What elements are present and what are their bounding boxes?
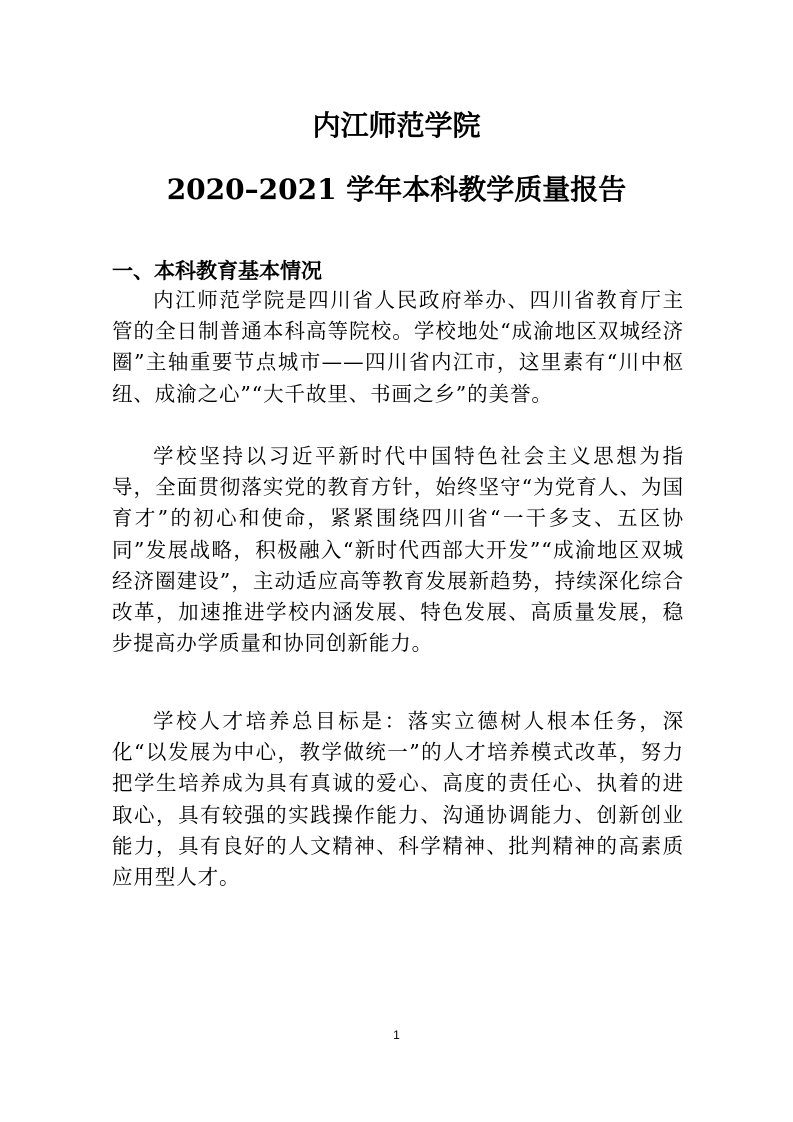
paragraph-2: 学校坚持以习近平新时代中国特色社会主义思想为指导，全面贯彻落实党的教育方针，始终坚守“为党育人、为国育才”的初心和使命，紧紧围绕四川省“一干多支、五区协同”发展战略，积极融入“新时代西部大开发”“成渝地区双城经济圈建设”，主动适应高等教育发展新趋势，持续深化综合改革，加速推进学校内涵发展、特色发展、高质量发展，稳步提高办学质量和协同创新能力。 [112, 444, 684, 656]
paragraph-3: 学校人才培养总目标是：落实立德树人根本任务，深化“以发展为中心，教学做统一”的人才培养模式改革，努力把学生培养成为具有真诚的爱心、高度的责任心、执着的进取心，具有较强的实践操作能力、沟通协调能力、创新创业能力，具有良好的人文精神、科学精神、批判精神的高素质应用型人才。 [112, 709, 684, 890]
paragraph-1: 内江师范学院是四川省人民政府举办、四川省教育厅主管的全日制普通本科高等院校。学校地处“成渝地区双城经济圈”主轴重要节点城市——四川省内江市，这里素有“川中枢纽、成渝之心”“大千故里、书画之乡”的美誉。 [112, 288, 684, 406]
paragraph-block-2 [112, 441, 684, 659]
page-number: 1 [393, 1028, 400, 1042]
paragraph-block-1 [112, 285, 684, 410]
paragraph-block-3 [112, 706, 684, 893]
section-heading: 一、本科教育基本情况 [112, 259, 322, 283]
report-title-year: 2020–2021 学年本科教学质量报告 [166, 173, 627, 206]
report-title-institution: 内江师范学院 [312, 109, 481, 142]
